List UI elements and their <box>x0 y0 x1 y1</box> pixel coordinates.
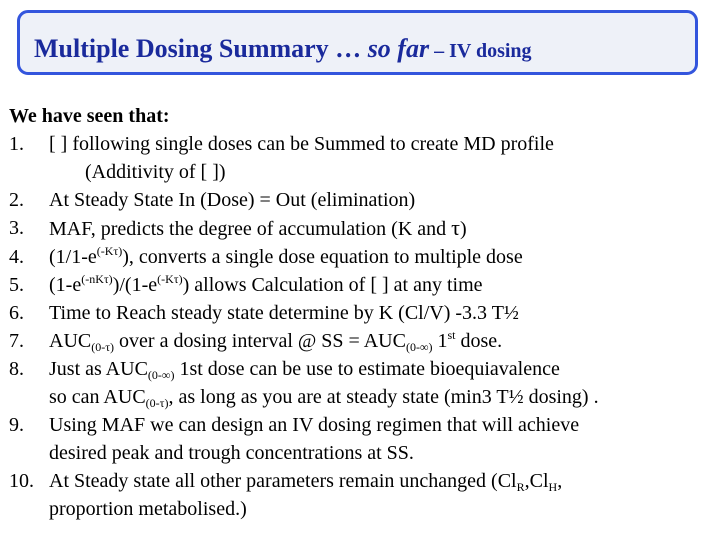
item-text: (1/1-e <box>49 246 97 268</box>
list-item-4 <box>9 243 714 271</box>
item-text-end: ) allows Calculation of [ ] at any time <box>182 274 483 296</box>
item-text-mid: 1st dose can be use to estimate bioequiavalence <box>174 358 560 380</box>
item-text: (1-e <box>49 274 82 296</box>
item-text-continued: so can AUC <box>49 386 146 408</box>
item-text: MAF, predicts the degree of accumulation (K and <box>49 218 452 240</box>
item-text-end: dose. <box>455 330 503 352</box>
item-text-mid: 1 <box>432 330 448 352</box>
item-number: 5. <box>9 274 24 296</box>
exponent: (-Kτ) <box>96 244 123 258</box>
item-text-end: ) <box>460 218 467 240</box>
subscript: (0-∞) <box>147 368 175 382</box>
item-text-mid: ,Cl <box>524 470 549 492</box>
list-item-9 <box>9 411 714 467</box>
item-number: 8. <box>9 358 24 380</box>
item-text-end: , as long as you are at steady state (min3 T½ dosing) . <box>168 386 599 408</box>
list-item-5 <box>9 271 714 299</box>
item-text-continued: proportion metabolised.) <box>49 498 247 520</box>
list-item-2 <box>9 186 714 214</box>
title-main: Multiple Dosing Summary … <box>34 34 368 63</box>
list-item-6 <box>9 299 714 327</box>
item-text: At Steady State In (Dose) = Out (elimination) <box>49 189 416 211</box>
title-tail: – IV dosing <box>429 40 532 62</box>
item-number: 4. <box>9 246 24 268</box>
item-text: [ ] following single doses can be Summed to create MD profile <box>49 133 554 155</box>
item-text: Just as AUC <box>49 358 148 380</box>
exponent: (-nKτ) <box>81 272 113 286</box>
list-item-3 <box>9 214 714 243</box>
item-text: AUC <box>49 330 92 352</box>
title-emphasis: so far <box>367 34 430 63</box>
intro-text: We have seen that: <box>9 105 170 127</box>
subscript: (0-τ) <box>145 396 169 410</box>
item-text: Using MAF we can design an IV dosing regimen that will achieve <box>49 414 580 436</box>
item-number: 3. <box>9 217 24 239</box>
item-text-mid: over a dosing interval @ SS = AUC <box>114 330 406 352</box>
list-item-1 <box>9 130 714 186</box>
subscript: (0-τ) <box>91 340 115 354</box>
superscript: st <box>447 328 456 342</box>
item-number: 1. <box>9 133 24 155</box>
item-text-mid: )/(1-e <box>112 274 158 296</box>
subscript: H <box>548 480 558 494</box>
item-number: 2. <box>9 189 24 211</box>
item-number: 10. <box>9 470 34 492</box>
subscript: (0-∞) <box>405 340 433 354</box>
list-item-7 <box>9 327 714 355</box>
item-text-mid: , <box>557 470 563 492</box>
item-text-continued: desired peak and trough concentrations at SS. <box>49 442 414 464</box>
item-text: At Steady state all other parameters remain unchanged (Cl <box>49 470 517 492</box>
item-text-continued: (Additivity of [ ]) <box>85 161 226 183</box>
slide-body <box>9 102 714 523</box>
title-box <box>17 10 698 75</box>
item-number: 9. <box>9 414 24 436</box>
item-number: 6. <box>9 302 24 324</box>
list-item-10 <box>9 467 714 523</box>
list-item-8 <box>9 355 714 411</box>
subscript: R <box>516 480 525 494</box>
item-text-end: ), converts a single dose equation to multiple dose <box>122 246 523 268</box>
item-text: Time to Reach steady state determine by K (Cl/V) -3.3 T½ <box>49 302 519 324</box>
exponent: (-Kτ) <box>157 272 183 286</box>
slide-title <box>34 35 532 65</box>
summary-list <box>9 130 714 523</box>
tau-symbol: τ <box>451 215 461 240</box>
item-number: 7. <box>9 330 24 352</box>
